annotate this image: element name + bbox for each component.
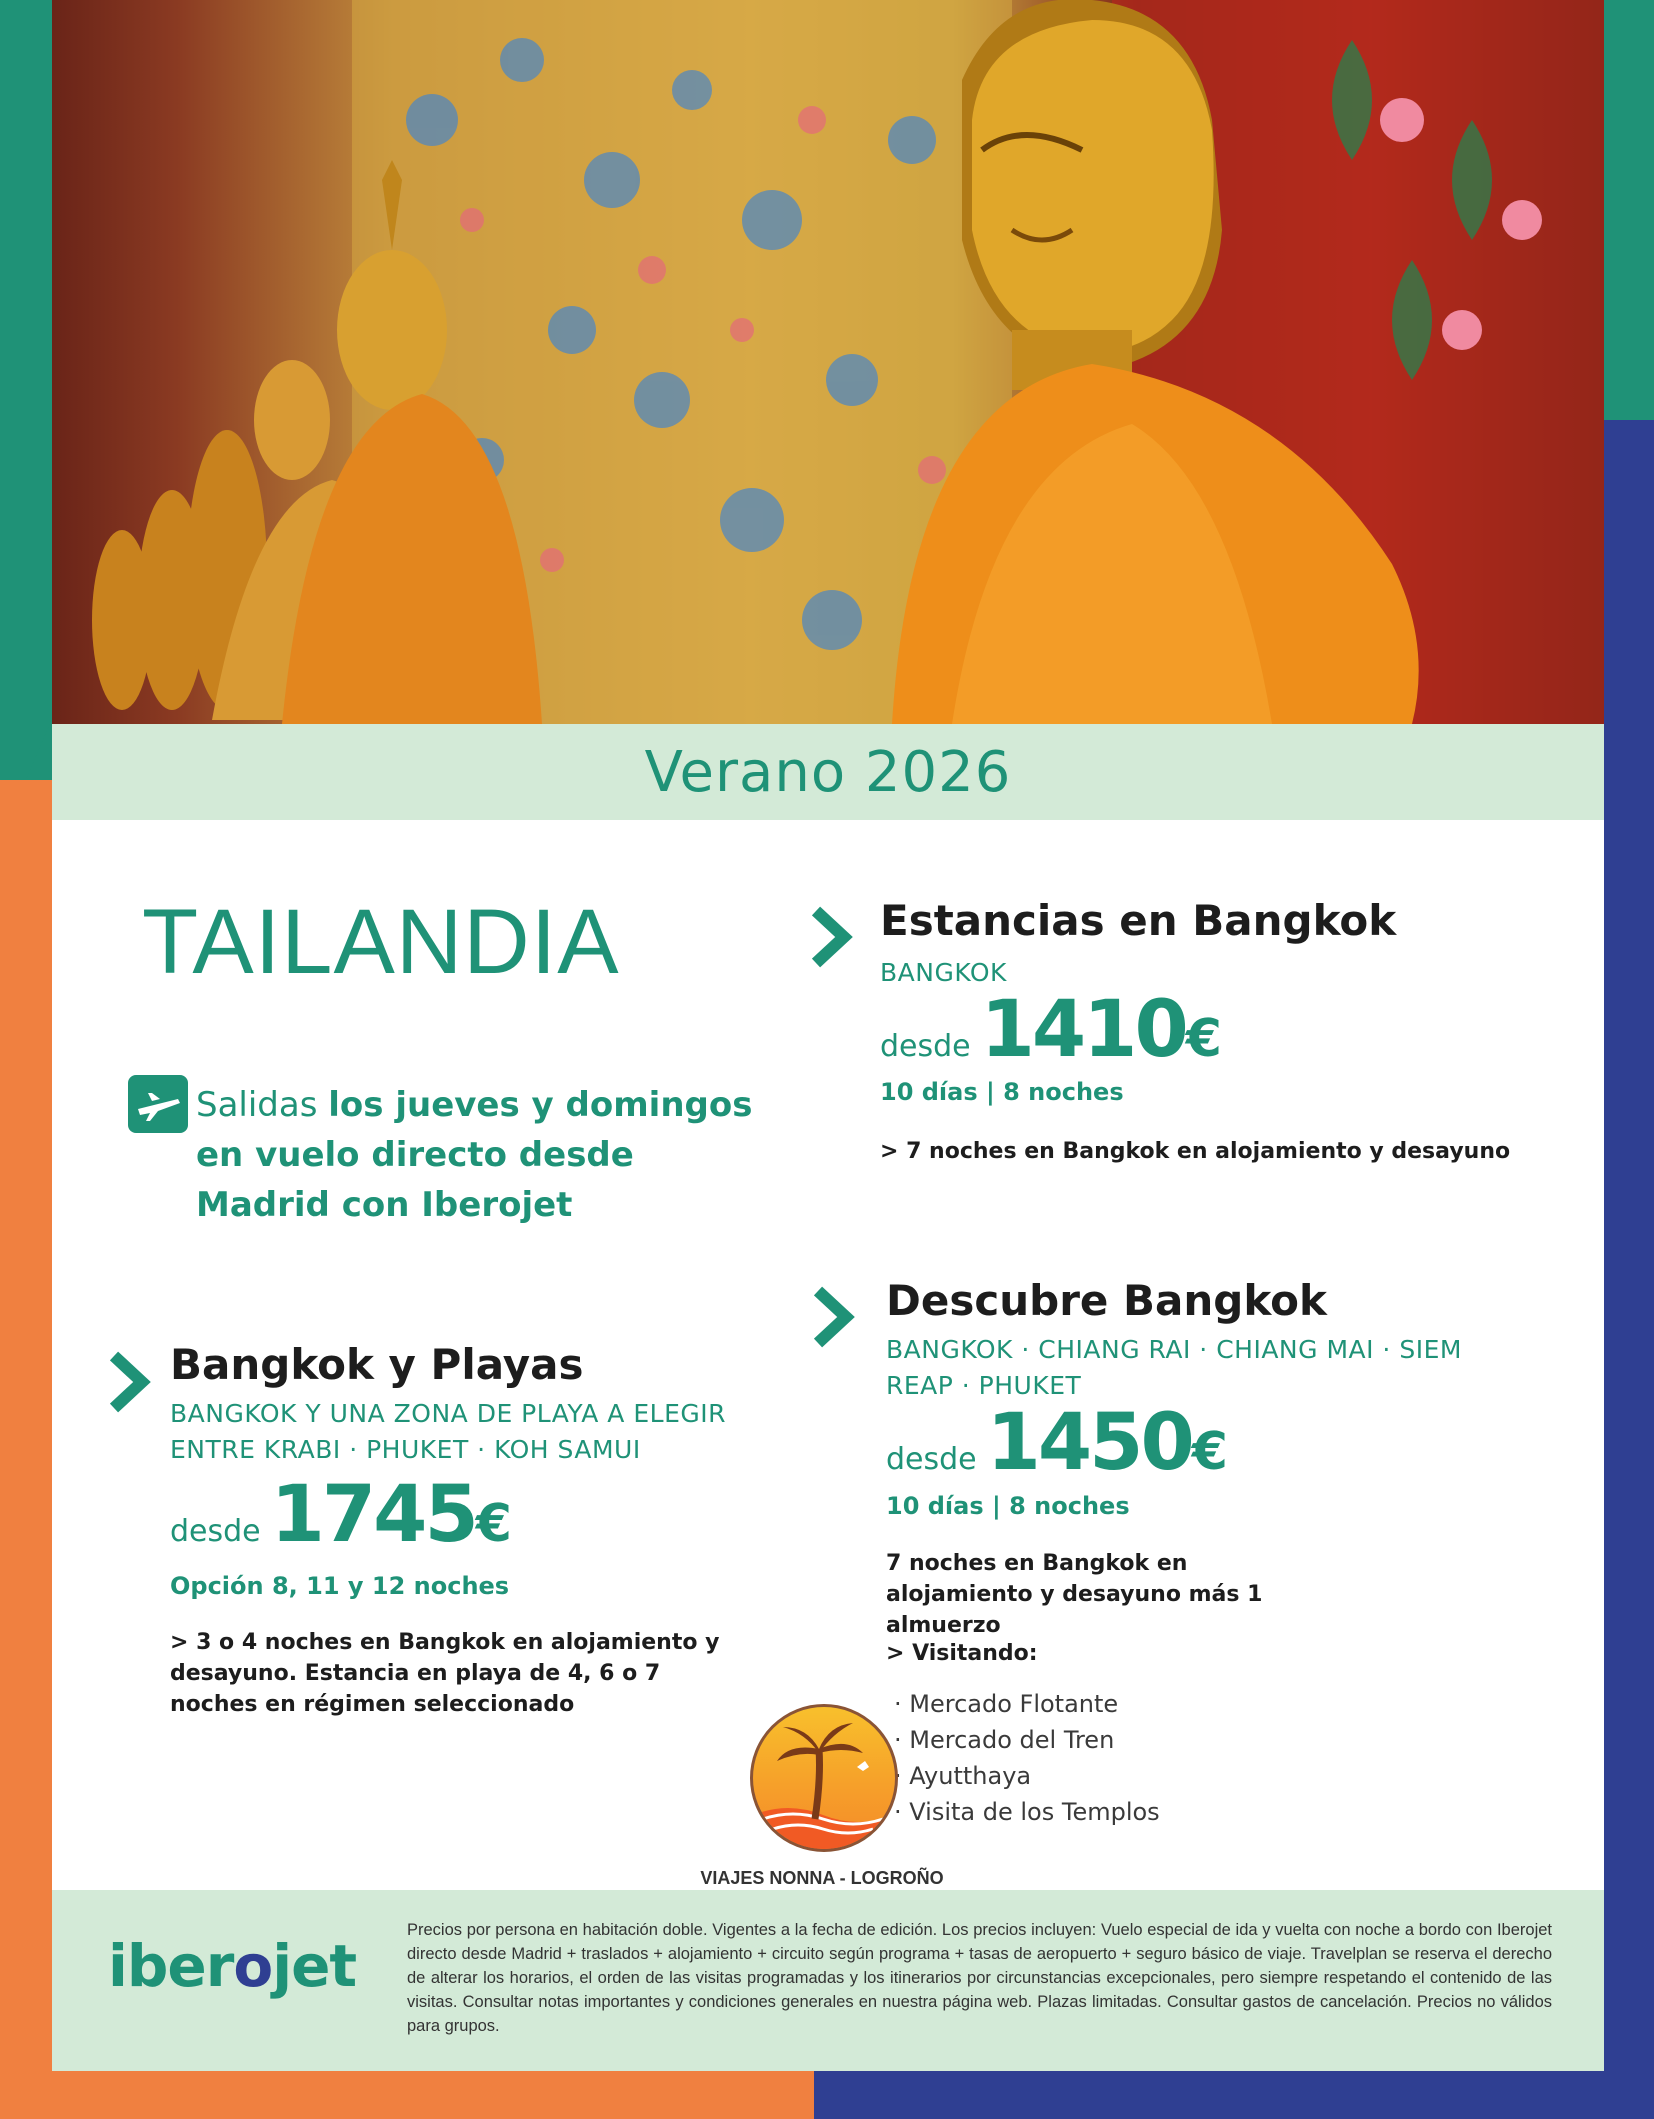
brand-part: jet <box>272 1932 357 2000</box>
offer-title-playas: Bangkok y Playas <box>170 1340 584 1389</box>
legal-notice: Precios por persona en habitación doble. Vigentes a la fecha de edición. Los precios incluyen: Vuelo especial de ida y vuelta con noche a bordo con Iberojet directo desde Madrid + traslados + alojamiento + circuito según programa + tasas de aeropuerto + seguro básico de viaje. Travelplan se reserva el derecho de alterar los horarios, el orden de las visitas programadas y los itinerarios por circunstancias excepcionales, pero siempre respetando el contenido de las visitas. Consultar notas importantes y condiciones generales en nuestra página web. Plazas limitadas. Consultar gastos de cancelación. Precios no válidos para grupos. <box>407 1921 1552 2035</box>
chevron-right-icon <box>812 1285 856 1349</box>
currency-symbol: € <box>475 1494 512 1554</box>
offer-price-estancias <box>880 985 1222 1075</box>
visiting-label: > Visitando: <box>886 1641 1038 1666</box>
offer-title-descubre: Descubre Bangkok <box>886 1276 1327 1325</box>
brand-part: o <box>233 1932 273 2000</box>
offer-price-playas <box>170 1470 512 1560</box>
background-orange-bottom <box>0 2071 820 2119</box>
list-item: · Mercado Flotante <box>894 1686 1160 1722</box>
desde-label: desde <box>170 1514 261 1549</box>
offer-title-estancias: Estancias en Bangkok <box>880 896 1397 945</box>
currency-symbol: € <box>1185 1009 1222 1069</box>
price-value: 1745 <box>270 1470 476 1560</box>
offer-route-estancias: BANGKOK <box>880 958 1007 987</box>
chevron-right-icon <box>810 905 854 969</box>
offer-duration-descubre: 10 días | 8 noches <box>886 1492 1130 1520</box>
list-item: · Visita de los Templos <box>894 1794 1160 1830</box>
list-item: · Ayutthaya <box>894 1758 1160 1794</box>
background-teal-band <box>0 0 60 800</box>
buddha-illustration <box>52 0 1604 724</box>
hero-photo-buddha-statues <box>52 0 1604 724</box>
offer-price-descubre <box>886 1398 1228 1488</box>
price-value: 1450 <box>986 1398 1192 1488</box>
flyer-card <box>52 0 1604 2071</box>
agency-logo <box>750 1704 898 1852</box>
offer-description-descubre: 7 noches en Bangkok en alojamiento y desayuno más 1 almuerzo <box>886 1551 1263 1638</box>
departures-info <box>196 1080 756 1230</box>
brand-logo <box>108 1932 356 2000</box>
desde-label: desde <box>880 1029 971 1064</box>
price-value: 1410 <box>980 985 1186 1075</box>
agency-name: VIAJES NONNA - LOGROÑO <box>700 1868 944 1888</box>
brand-part: iber <box>108 1932 234 2000</box>
chevron-right-icon <box>108 1350 152 1414</box>
visit-list <box>894 1686 1160 1830</box>
departures-details: los jueves y domingos en vuelo directo desde Madrid con Iberojet <box>196 1085 753 1225</box>
footer <box>52 1890 1604 2071</box>
season-band <box>52 724 1604 820</box>
plane-icon <box>128 1075 188 1133</box>
desde-label: desde <box>886 1442 977 1477</box>
offer-route-descubre: BANGKOK · CHIANG RAI · CHIANG MAI · SIEM REAP · PHUKET <box>886 1335 1462 1400</box>
season-title: Verano 2026 <box>644 739 1012 805</box>
background-orange-band <box>0 780 60 2119</box>
offer-route-playas: BANGKOK Y UNA ZONA DE PLAYA A ELEGIR ENTRE KRABI · PHUKET · KOH SAMUI <box>170 1399 726 1464</box>
currency-symbol: € <box>1191 1422 1228 1482</box>
list-item: · Mercado del Tren <box>894 1722 1160 1758</box>
offer-duration-estancias: 10 días | 8 noches <box>880 1078 1124 1106</box>
country-title: TAILANDIA <box>142 891 620 993</box>
offer-description-estancias: > 7 noches en Bangkok en alojamiento y desayuno <box>880 1139 1511 1164</box>
background-navy-bottom <box>814 2071 1654 2119</box>
offer-description-playas: > 3 o 4 noches en Bangkok en alojamiento y desayuno. Estancia en playa de 4, 6 o 7 noches en régimen seleccionado <box>170 1630 720 1717</box>
offer-duration-playas: Opción 8, 11 y 12 noches <box>170 1572 510 1600</box>
departures-lead: Salidas <box>196 1085 329 1125</box>
